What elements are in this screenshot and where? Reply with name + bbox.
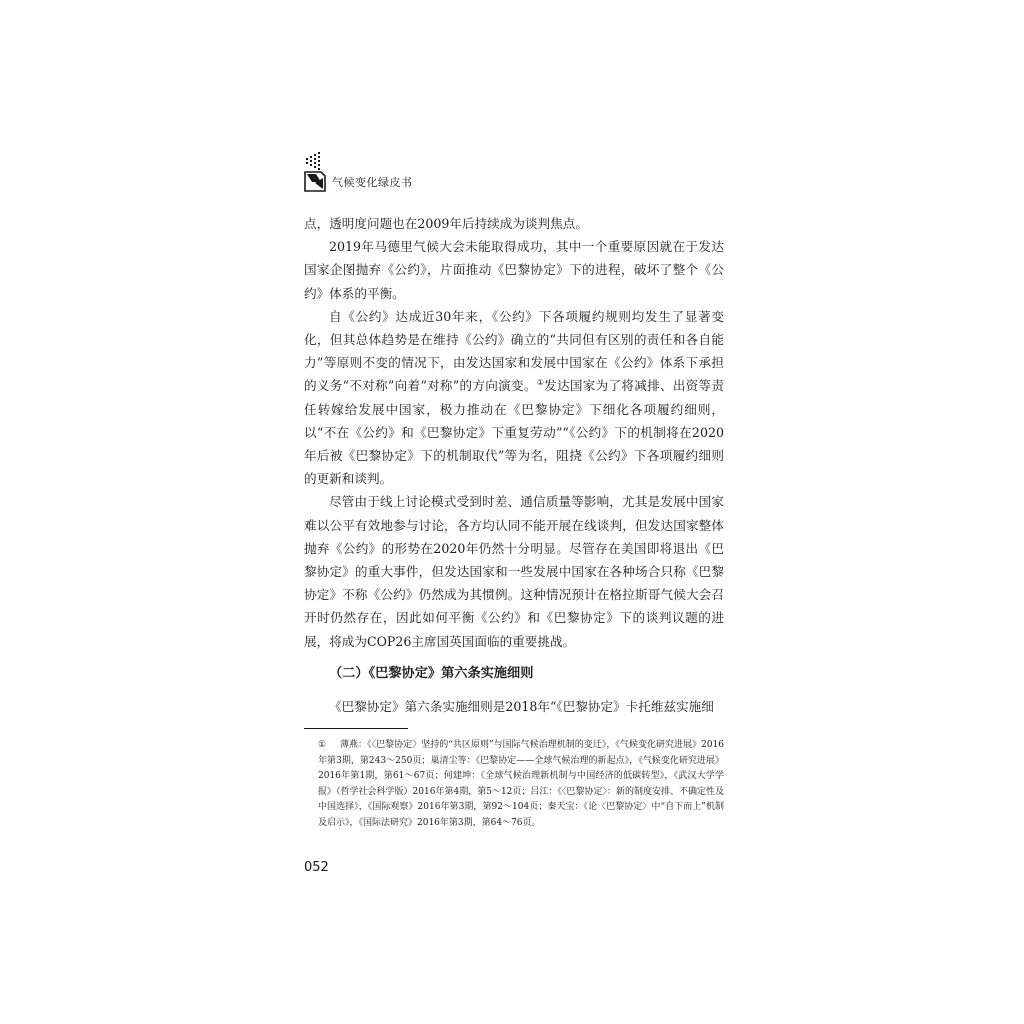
footnote-divider — [304, 728, 408, 729]
footnote-text: 薄燕：《〈巴黎协定〉坚持的“共区原则”与国际气候治理机制的变迁》，《气候变化研究进展》2016年第3期，第243～250页；巢清尘等：《巴黎协定——全球气候治理的新起点》，《气候变化研究进展》2016年第1期，第61～67页；何建坤：《全球气候治理新机制与中国经济的低碳转型》，《武汉大学学报》（哲学社会科学版）2016年第4期，第5～12页；吕江：《〈巴黎协定〉：新的制度安排、不确定性及中国选择》，《国际观察》2016年第3期，第92～104页；秦天宝：《论〈巴黎协定〉中“自下而上”机制及启示》，《国际法研究》2016年第3期，第64～76页。 — [318, 740, 724, 828]
book-bar-chart-logo — [304, 152, 326, 192]
paragraph-article-six: 《巴黎协定》第六条实施细则是2018年“《巴黎协定》卡托维兹实施细 — [329, 698, 714, 714]
paragraph-continuation: 点，透明度问题也在2009年后持续成为谈判焦点。 — [304, 216, 588, 231]
paragraph-text-after-note: 发达国家为了将减排、出资等责任转嫁给发展中国家，极力推动在《巴黎协定》下细化各项履约细则，以“不在《公约》和《巴黎协定》下重复劳动”“《公约》下的机制将在2020年后被《巴黎协定》下的机制取代”等为名，阻挠《公约》下各项履约细则的更新和谈判。 — [304, 378, 725, 487]
paragraph-madrid: 2019年马德里气候大会未能取得成功，其中一个重要原因就在于发达国家企图抛弃《公约》，片面推动《巴黎协定》下的进程，破坏了整个《公约》体系的平衡。 — [304, 239, 724, 301]
running-header — [304, 152, 504, 192]
footnote-mark: ① — [318, 740, 327, 750]
main-text — [304, 212, 724, 718]
running-header-title: 气候变化绿皮书 — [332, 176, 413, 189]
footnote — [318, 738, 724, 832]
page-number: 052 — [304, 860, 329, 875]
paragraph-convention-rules — [304, 305, 724, 491]
paragraph-text-before-note: 自《公约》达成近30年来，《公约》下各项履约规则均发生了显著变化，但其总体趋势是在维持《公约》确立的“共同但有区别的责任和各自能力”等原则不变的情况下，由发达国家和发展中国家在《公约》体系下承担的义务“不对称”向着“对称”的方向演变。 — [304, 308, 724, 394]
footnote-reference[interactable]: ① — [536, 378, 545, 388]
paragraph-online-negotiation: 尽管由于线上讨论模式受到时差、通信质量等影响，尤其是发展中国家难以公平有效地参与讨论，各方均认同不能开展在线谈判，但发达国家整体抛弃《公约》的形势在2020年仍然十分明显。尽管存在美国即将退出《巴黎协定》的重大事件，但发达国家和一些发展中国家在各种场合只称《巴黎协定》不称《公约》仍然成为其惯例。这种情况预计在格拉斯哥气候大会召开时仍然存在，因此如何平衡《公约》和《巴黎协定》下的谈判议题的进展，将成为COP26主席国英国面临的重要挑战。 — [304, 494, 724, 649]
section-heading: （二）《巴黎协定》第六条实施细则 — [329, 665, 534, 681]
